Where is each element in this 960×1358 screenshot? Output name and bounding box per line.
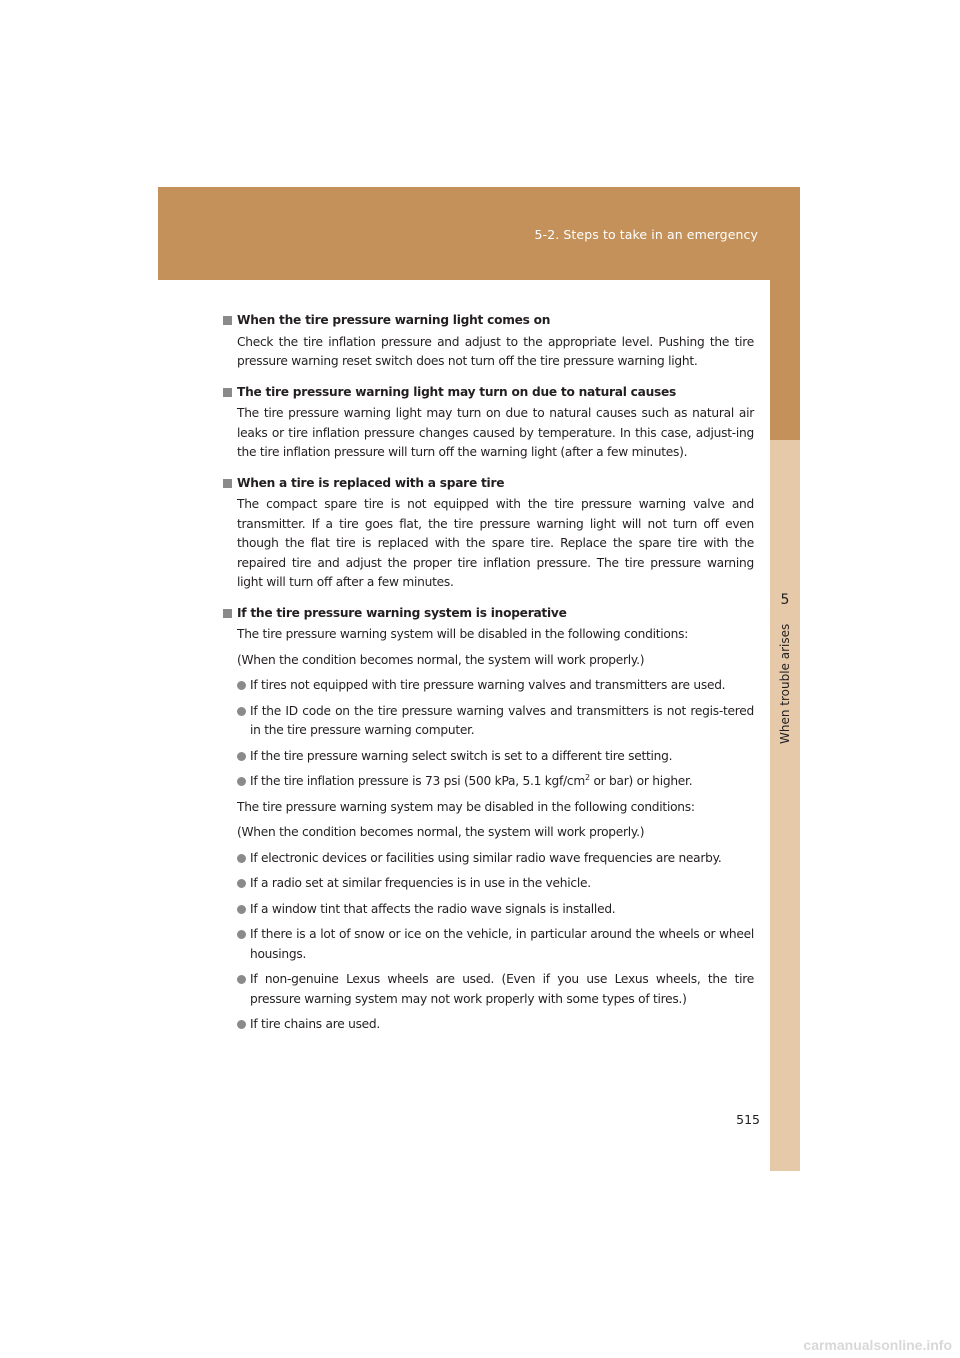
square-bullet-icon (223, 479, 232, 488)
heading-text: When a tire is replaced with a spare tire (237, 475, 505, 490)
round-bullet-icon (237, 1020, 246, 1029)
page-number: 515 (736, 1112, 760, 1127)
list-item-text: If non-genuine Lexus wheels are used. (Even if you use Lexus wheels, the tire pressure warning system may not work properly with some types of tires.) (250, 972, 754, 1006)
heading-text: If the tire pressure warning system is inoperative (237, 605, 567, 620)
list-item (237, 970, 754, 1009)
round-bullet-icon (237, 752, 246, 761)
chapter-number: 5 (780, 592, 790, 608)
section-heading (222, 474, 754, 494)
section-heading (222, 604, 754, 624)
round-bullet-icon (237, 879, 246, 888)
round-bullet-icon (237, 681, 246, 690)
heading-text: The tire pressure warning light may turn on due to natural causes (237, 384, 677, 399)
chapter-tab-block (770, 280, 800, 440)
round-bullet-icon (237, 854, 246, 863)
superscript: 2 (584, 772, 590, 782)
round-bullet-icon (237, 777, 246, 786)
chapter-side-strip (770, 280, 800, 1171)
list-item (237, 925, 754, 964)
condition-note: (When the condition becomes normal, the system will work properly.) (237, 825, 645, 839)
square-bullet-icon (223, 388, 232, 397)
condition-intro: The tire pressure warning system will be disabled in the following conditions: (237, 627, 689, 641)
list-item-text: If a window tint that affects the radio wave signals is installed. (250, 901, 616, 916)
list-item-text: If a radio set at similar frequencies is in use in the vehicle. (250, 876, 591, 890)
watermark-logo (754, 1335, 954, 1355)
list-item-text: If the tire pressure warning select switch is set to a different tire setting. (250, 748, 673, 763)
list-item (237, 849, 754, 869)
list-item-text-before: If the tire inflation pressure is 73 psi (500 kPa, 5.1 kgf/cm (250, 774, 585, 788)
condition-intro: The tire pressure warning system may be disabled in the following conditions: (237, 799, 695, 814)
list-item (237, 900, 754, 920)
heading-text: When the tire pressure warning light comes on (237, 313, 551, 327)
list-item-text: If electronic devices or facilities using similar radio wave frequencies are nearby. (250, 850, 722, 865)
page-content (222, 311, 754, 1041)
chapter-label: When trouble arises (778, 623, 792, 745)
section-body: The tire pressure warning light may turn on due to natural causes such as natural air leaks or tire inflation pressure changes caused by temperature. In this case, adjust-ing the tire inflation pressure will turn off the warning light (after a few minutes). (237, 406, 754, 459)
list-item (237, 772, 754, 792)
header-band (158, 187, 800, 280)
list-item-text: If tires not equipped with tire pressure warning valves and transmitters are used. (250, 678, 726, 692)
list-item-text: If tire chains are used. (250, 1017, 381, 1031)
list-item (237, 702, 754, 741)
list-item-text: If there is a lot of snow or ice on the vehicle, in particular around the wheels or wheel housings. (250, 927, 754, 961)
svg-text:carmanualsonline.info: carmanualsonline.info (803, 1337, 952, 1353)
round-bullet-icon (237, 975, 246, 984)
square-bullet-icon (223, 316, 232, 325)
square-bullet-icon (223, 609, 232, 618)
list-item (237, 747, 754, 767)
section-heading (222, 383, 754, 403)
list-item (237, 676, 754, 696)
section-body: Check the tire inflation pressure and adjust to the appropriate level. Pushing the tire pressure warning reset switch does not turn off the tire pressure warning light. (237, 334, 754, 368)
list-item (237, 1015, 754, 1035)
list-item-text-after: or bar) or higher. (589, 774, 693, 788)
section-body: The compact spare tire is not equipped with the tire pressure warning valve and transmitter. If a tire goes flat, the tire pressure warning light will not turn off even though the flat tire is replaced with the spare tire. Replace the spare tire with the repaired tire and adjust the proper tire inflation pressure. The tire pressure warning light will turn off after a few minutes. (237, 497, 754, 589)
condition-note: (When the condition becomes normal, the system will work properly.) (237, 652, 645, 667)
section-title: 5-2. Steps to take in an emergency (534, 227, 758, 242)
round-bullet-icon (237, 930, 246, 939)
section-heading (222, 311, 754, 331)
list-item (237, 874, 754, 894)
round-bullet-icon (237, 905, 246, 914)
list-item-text: If the ID code on the tire pressure warning valves and transmitters is not regis-tered in the tire pressure warning computer. (250, 703, 754, 737)
round-bullet-icon (237, 707, 246, 716)
